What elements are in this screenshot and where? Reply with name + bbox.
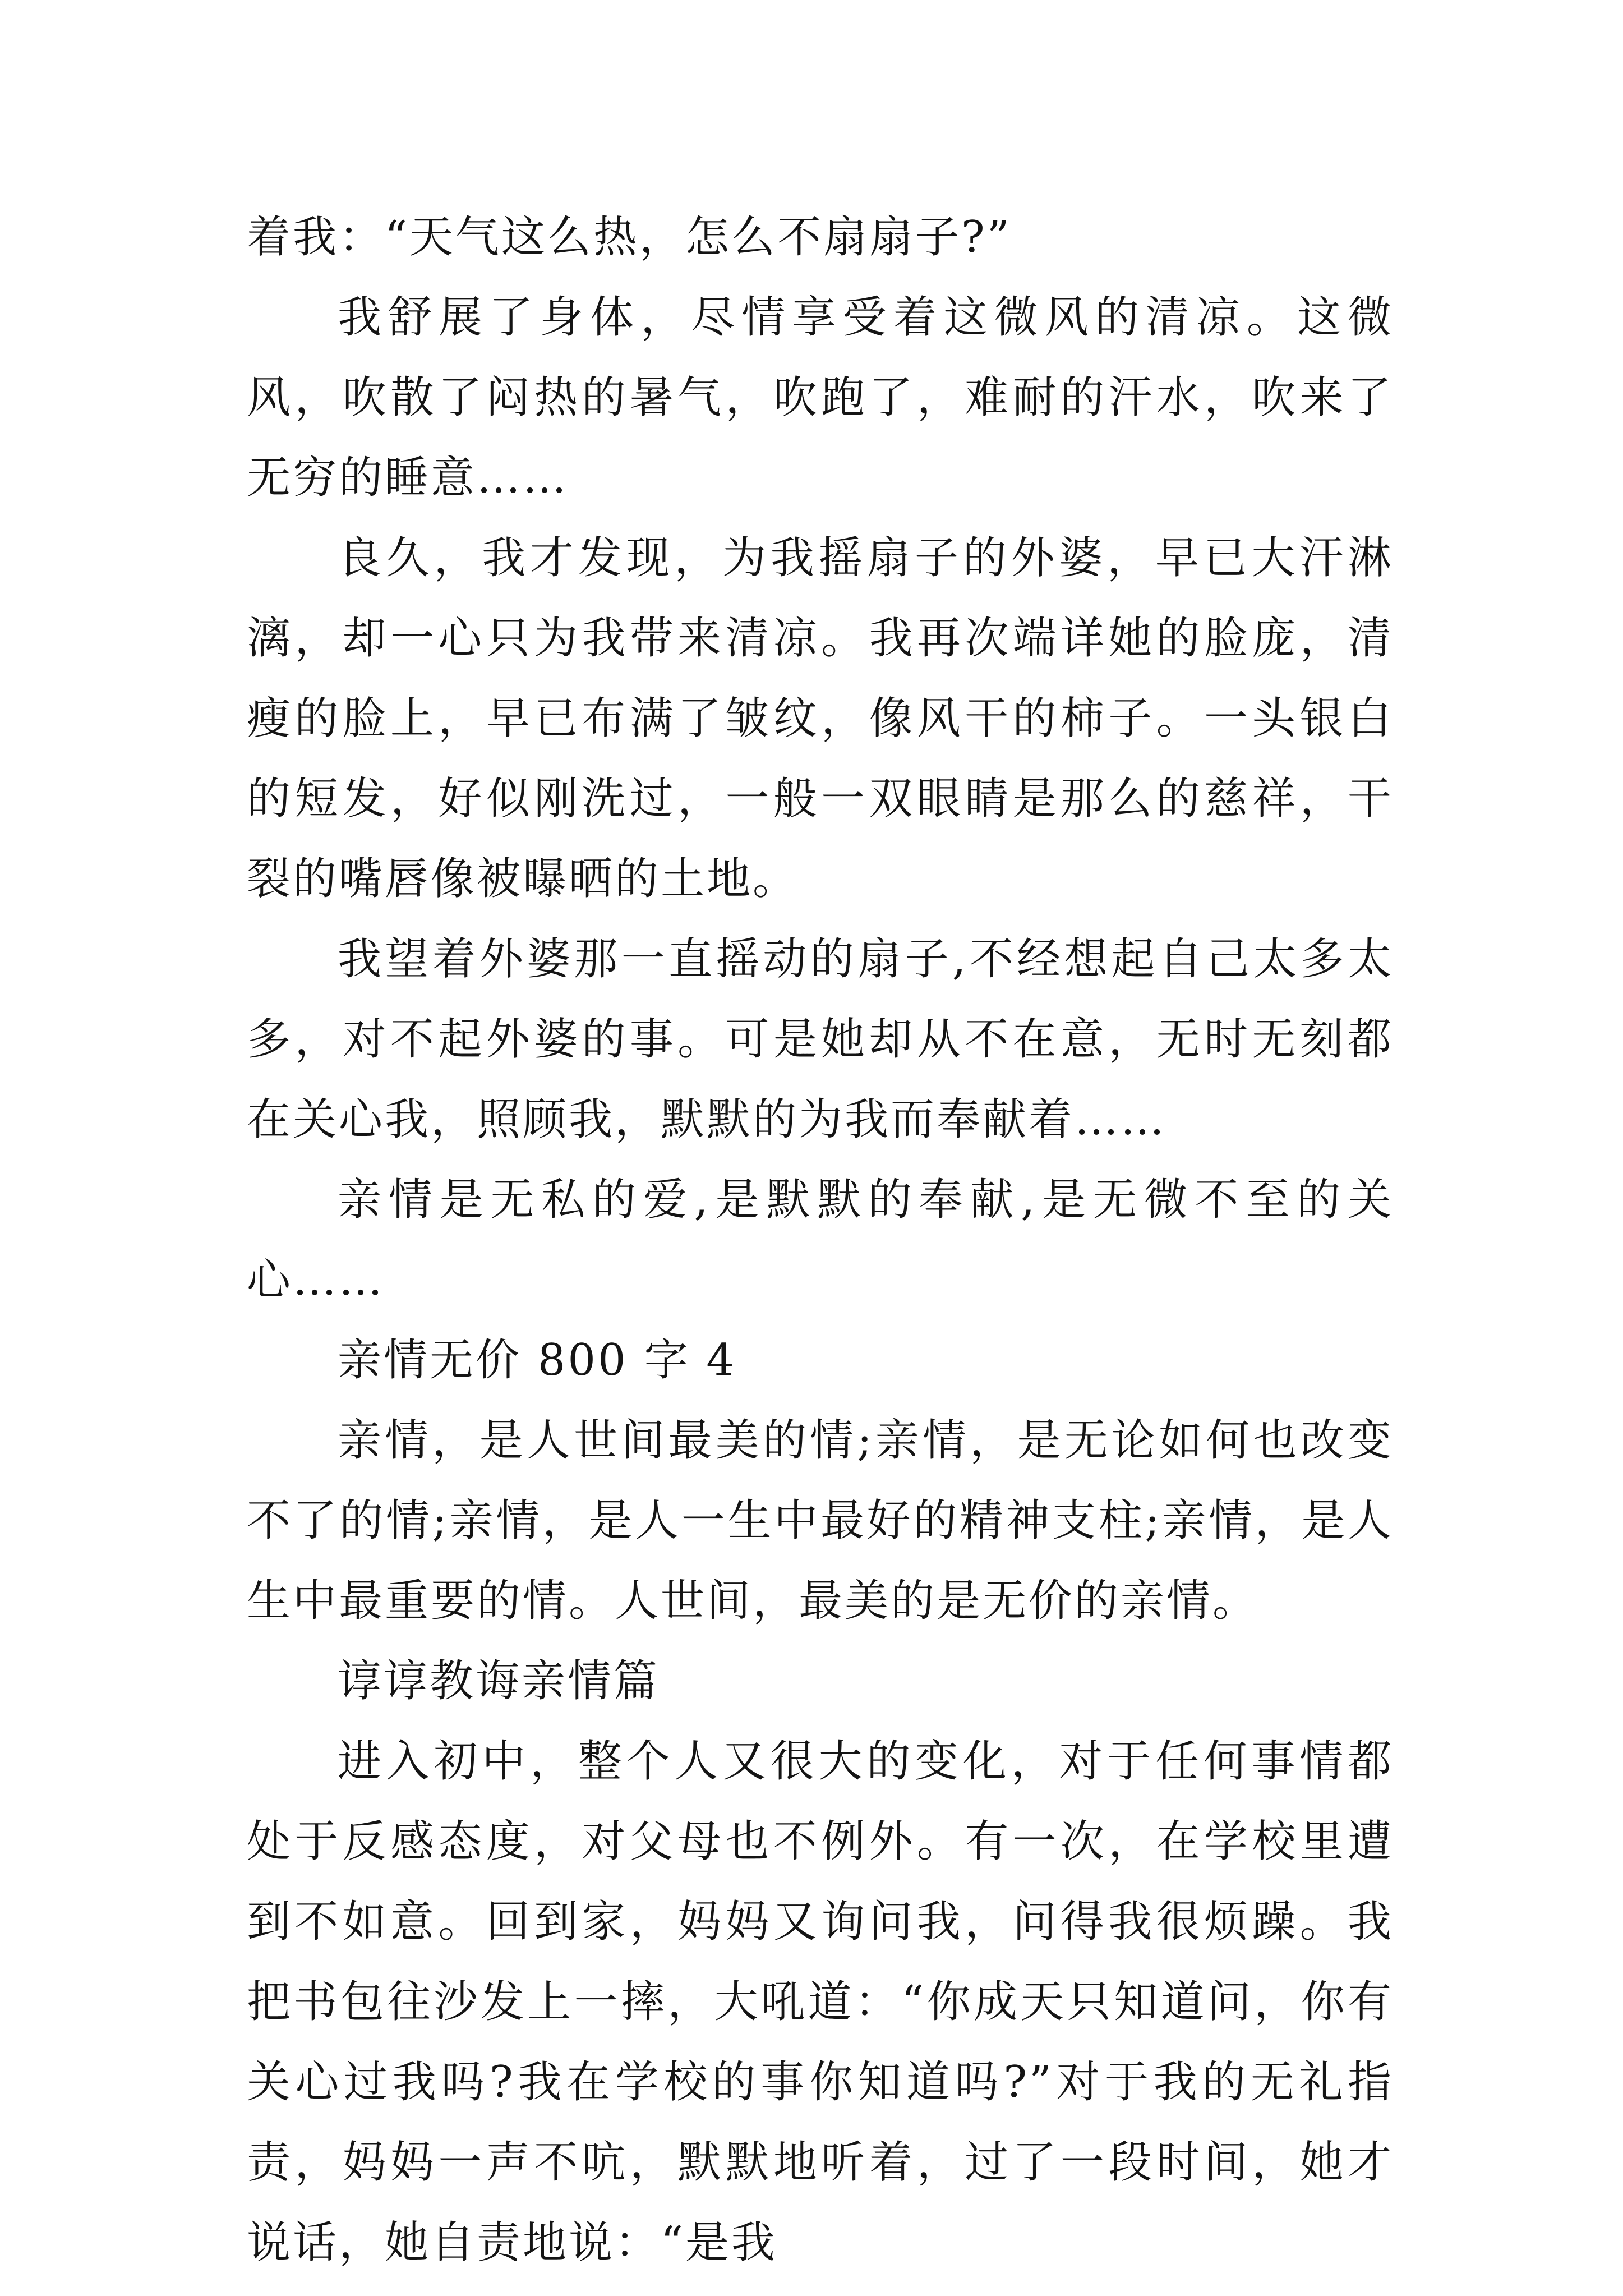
- paragraph-5: 亲情是无私的爱,是默默的奉献,是无微不至的关心……: [247, 1175, 1394, 1305]
- section-title-4: 亲情无价 800 字 4: [338, 1335, 736, 1386]
- paragraph-4: 我望着外婆那一直摇动的扇子,不经想起自己太多太多，对不起外婆的事。可是她却从不在意，无时无刻都在关心我，照顾我，默默的为我而奉献着……: [247, 934, 1394, 1145]
- paragraph-9: 进入初中，整个人又很大的变化，对于任何事情都处于反感态度，对父母也不例外。有一次，在学校里遭到不如意。回到家，妈妈又询问我，问得我很烦躁。我把书包往沙发上一摔，大吼道：“你成天只知道问，你有关心过我吗?我在学校的事你知道吗?”对于我的无礼指责，妈妈一声不吭，默默地听着，过了一段时间，她才说话，她自责地说：“是我: [247, 1736, 1394, 2268]
- paragraph-2: 我舒展了身体，尽情享受着这微风的清凉。这微风，吹散了闷热的暑气，吹跑了，难耐的汗水，吹来了无穷的睡意……: [247, 292, 1394, 503]
- subheading: 谆谆教诲亲情篇: [338, 1656, 660, 1706]
- article-body: [247, 197, 1394, 2283]
- paragraph-1: 着我：“天气这么热，怎么不扇扇子?”: [247, 212, 1012, 263]
- paragraph-7: 亲情，是人世间最美的情;亲情，是无论如何也改变不了的情;亲情，是人一生中最好的精神支柱;亲情，是人生中最重要的情。人世间，最美的是无价的亲情。: [247, 1415, 1394, 1626]
- paragraph-3: 良久，我才发现，为我摇扇子的外婆，早已大汗淋漓，却一心只为我带来清凉。我再次端详她的脸庞，清瘦的脸上，早已布满了皱纹，像风干的柿子。一头银白的短发，好似刚洗过，一般一双眼睛是那么的慈祥，干裂的嘴唇像被曝晒的土地。: [247, 533, 1394, 904]
